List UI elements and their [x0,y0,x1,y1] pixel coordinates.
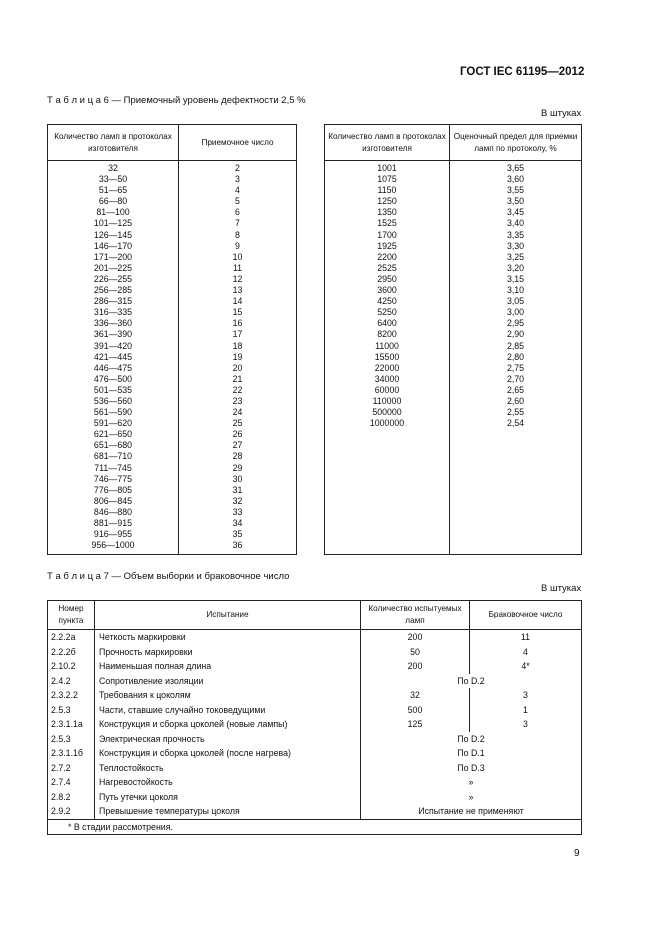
value-cell: 31 [232,484,243,495]
merged-cell: » [361,790,582,805]
value-cell: 10 [232,251,243,262]
quantity-cell: 1525 [325,218,450,229]
quantity-cell [325,507,450,518]
merged-cell: По D.2 [361,674,582,689]
table-row [48,374,297,385]
table-row [325,329,582,340]
quantity-cell: 256—285 [48,285,179,296]
table-row [48,775,582,790]
point-cell: 2.9.2 [48,804,95,819]
quantity-cell: 591—620 [48,418,179,429]
value-cell [450,529,582,540]
reject-cell: 11 [470,630,582,645]
table-row [48,396,297,407]
value-cell [450,540,582,555]
table7-header-quantity: Количество испытуемых ламп [361,601,470,630]
table-row [325,418,582,429]
value-cell: 3,50 [506,196,525,207]
table-row [325,374,582,385]
quantity-cell: 2525 [325,263,450,274]
quantity-cell: 1001 [325,161,450,175]
value-cell: 27 [232,440,243,451]
table-row [325,285,582,296]
quantity-cell: 146—170 [48,241,179,252]
quantity-cell: 3600 [325,285,450,296]
value-cell: 8 [235,229,240,240]
quantity-cell: 126—145 [48,230,179,241]
value-cell: 16 [232,318,243,329]
point-cell: 2.3.1.1а [48,717,95,732]
quantity-cell: 110000 [325,396,450,407]
table6-caption: Т а б л и ц а 6 — Приемочный уровень дефектности 2,5 % [47,95,306,106]
table-row [48,688,582,703]
value-cell [450,518,582,529]
value-cell [450,507,582,518]
table-row [48,645,582,660]
value-cell: 13 [232,285,243,296]
table7-footnote: * В стадии рассмотрения. [48,819,582,834]
value-cell: 3 [235,174,240,185]
table6-right [324,124,582,555]
value-cell: 2,95 [506,318,525,329]
table-row [325,429,582,440]
reject-cell: 3 [470,717,582,732]
quantity-cell: 66—80 [48,196,179,207]
table6-right-header-quantity: Количество ламп в протоколах изготовителя [325,125,450,161]
table-row [325,529,582,540]
table7-header-test: Испытание [95,601,361,630]
quantity-cell: 776—805 [48,485,179,496]
value-cell: 23 [232,395,243,406]
standard-designation: ГОСТ IEC 61195—2012 [460,66,585,78]
table-row [325,241,582,252]
quantity-cell: 1150 [325,185,450,196]
table-row [48,263,297,274]
table-row [325,463,582,474]
table-row [325,196,582,207]
table-row [325,207,582,218]
quantity-cell: 361—390 [48,329,179,340]
quantity-cell: 201—225 [48,263,179,274]
table-row [325,496,582,507]
point-cell: 2.10.2 [48,659,95,674]
quantity-cell: 501—535 [48,385,179,396]
table-row [48,161,297,175]
table7-caption: Т а б л и ц а 7 — Объем выборки и браковочное число [47,571,290,582]
value-cell: 3,00 [506,307,525,318]
value-cell: 30 [232,473,243,484]
table6-left-header-quantity: Количество ламп в протоколах изготовителя [48,125,179,161]
value-cell: 2,70 [506,373,525,384]
table-row [48,285,297,296]
test-cell: Превышение температуры цоколя [95,804,361,819]
table-row [325,407,582,418]
value-cell: 18 [232,340,243,351]
table-row [48,440,297,451]
table-row [48,363,297,374]
table-row [48,659,582,674]
quantity-cell [325,518,450,529]
test-cell: Прочность маркировки [95,645,361,660]
table-row [48,174,297,185]
quantity-cell: 32 [361,688,470,703]
table-row [48,717,582,732]
value-cell [450,440,582,451]
table-row [325,252,582,263]
quantity-cell: 286—315 [48,296,179,307]
merged-cell: По D.2 [361,732,582,747]
table-row [48,230,297,241]
quantity-cell: 1000000 [325,418,450,429]
quantity-cell: 200 [361,630,470,645]
value-cell: 29 [232,462,243,473]
quantity-cell: 5250 [325,307,450,318]
quantity-cell: 806—845 [48,496,179,507]
table-row [325,296,582,307]
value-cell: 2 [235,163,240,173]
point-cell: 2.4.2 [48,674,95,689]
table-row [325,385,582,396]
value-cell: 2,54 [506,418,525,429]
value-cell: 2,75 [506,362,525,373]
merged-cell: » [361,775,582,790]
test-cell: Нагревостойкость [95,775,361,790]
quantity-cell: 500000 [325,407,450,418]
quantity-cell: 4250 [325,296,450,307]
quantity-cell: 6400 [325,318,450,329]
value-cell: 3,20 [506,262,525,273]
quantity-cell: 81—100 [48,207,179,218]
value-cell: 34 [232,518,243,528]
test-cell: Электрическая прочность [95,732,361,747]
table-row [48,341,297,352]
value-cell [450,429,582,440]
value-cell: 3,65 [506,163,525,173]
point-cell: 2.7.2 [48,761,95,776]
quantity-cell: 916—955 [48,529,179,540]
value-cell: 3,60 [506,174,525,185]
quantity-cell [325,496,450,507]
test-cell: Наименьшая полная длина [95,659,361,674]
value-cell: 2,65 [506,384,525,395]
table-row [48,352,297,363]
quantity-cell: 101—125 [48,218,179,229]
table-row [48,761,582,776]
quantity-cell [325,451,450,462]
test-cell: Конструкция и сборка цоколей (новые лампы) [95,717,361,732]
table6-left-header-acceptance: Приемочное число [179,125,297,161]
quantity-cell: 1925 [325,241,450,252]
table7 [47,600,582,835]
merged-cell: По D.3 [361,761,582,776]
table-row [325,218,582,229]
merged-cell: Испытание не применяют [361,804,582,819]
quantity-cell: 226—255 [48,274,179,285]
table-row [48,790,582,805]
table7-header-reject: Браковочное число [470,601,582,630]
value-cell: 32 [232,495,243,506]
value-cell: 3,05 [506,296,525,307]
table-row [48,518,297,529]
reject-cell: 4 [470,645,582,660]
table-row [48,241,297,252]
value-cell: 3,55 [506,185,525,196]
table-row [48,385,297,396]
table-row [48,329,297,340]
quantity-cell: 2950 [325,274,450,285]
table-row [325,318,582,329]
quantity-cell: 171—200 [48,252,179,263]
quantity-cell: 536—560 [48,396,179,407]
table-row [48,804,582,819]
table-row [48,630,582,645]
quantity-cell: 34000 [325,374,450,385]
quantity-cell [325,485,450,496]
table-row [325,451,582,462]
quantity-cell: 51—65 [48,185,179,196]
point-cell: 2.7.4 [48,775,95,790]
value-cell: 35 [232,529,243,540]
value-cell: 25 [232,418,243,429]
quantity-cell: 1700 [325,230,450,241]
quantity-cell [325,440,450,451]
table-row [325,341,582,352]
quantity-cell: 336—360 [48,318,179,329]
value-cell: 20 [232,362,243,373]
quantity-cell: 711—745 [48,463,179,474]
table-row [48,407,297,418]
quantity-cell: 50 [361,645,470,660]
value-cell: 21 [232,373,243,384]
table-row [48,418,297,429]
quantity-cell: 476—500 [48,374,179,385]
table-row [48,540,297,555]
test-cell: Конструкция и сборка цоколей (после нагрева) [95,746,361,761]
point-cell: 2.2.2а [48,630,95,645]
table-row [325,474,582,485]
table6-right-header-limit: Оценочный предел для приемки ламп по протоколу, % [450,125,582,161]
table-row [325,230,582,241]
table7-header-point: Номер пункта [48,601,95,630]
value-cell [450,496,582,507]
quantity-cell: 11000 [325,341,450,352]
quantity-cell: 881—915 [48,518,179,529]
test-cell: Требования к цоколям [95,688,361,703]
quantity-cell: 60000 [325,385,450,396]
value-cell: 36 [232,540,243,551]
table6-units: В штуках [541,108,582,119]
table-row [325,185,582,196]
table-row [48,207,297,218]
table6-left [47,124,297,555]
value-cell: 17 [232,329,243,340]
table-row [48,451,297,462]
table-row [48,296,297,307]
table-row [48,496,297,507]
table-row [325,174,582,185]
table-row [325,440,582,451]
point-cell: 2.3.1.1б [48,746,95,761]
value-cell: 28 [232,451,243,462]
value-cell: 3,45 [506,207,525,218]
table-row [325,161,582,175]
table-row [325,363,582,374]
value-cell: 33 [232,506,243,517]
reject-cell: 1 [470,703,582,718]
page-number: 9 [574,848,580,859]
table-row [325,307,582,318]
table-row [325,507,582,518]
test-cell: Части, ставшие случайно токоведущими [95,703,361,718]
value-cell: 12 [232,273,243,284]
value-cell: 4 [235,185,240,196]
value-cell: 2,85 [506,340,525,351]
value-cell: 11 [232,262,243,273]
table-row [48,318,297,329]
value-cell [450,474,582,485]
reject-cell: 4* [470,659,582,674]
table-row [48,429,297,440]
quantity-cell: 561—590 [48,407,179,418]
quantity-cell [325,463,450,474]
value-cell: 19 [232,351,243,362]
table-row [48,252,297,263]
point-cell: 2.8.2 [48,790,95,805]
quantity-cell: 1350 [325,207,450,218]
value-cell: 24 [232,407,243,418]
quantity-cell: 22000 [325,363,450,374]
test-cell: Путь утечки цоколя [95,790,361,805]
quantity-cell: 8200 [325,329,450,340]
point-cell: 2.2.2б [48,645,95,660]
quantity-cell: 746—775 [48,474,179,485]
table7-units: В штуках [541,583,582,594]
table-row [325,540,582,555]
quantity-cell: 621—650 [48,429,179,440]
value-cell [450,451,582,462]
quantity-cell: 391—420 [48,341,179,352]
table-row [48,218,297,229]
table-row [325,396,582,407]
value-cell: 6 [235,207,240,218]
table-row [325,518,582,529]
value-cell [450,485,582,496]
table-row [325,485,582,496]
test-cell: Сопротивление изоляции [95,674,361,689]
quantity-cell: 681—710 [48,451,179,462]
quantity-cell: 1250 [325,196,450,207]
quantity-cell [325,429,450,440]
value-cell: 9 [235,240,240,251]
value-cell: 22 [232,384,243,395]
quantity-cell: 421—445 [48,352,179,363]
quantity-cell: 2200 [325,252,450,263]
table-row [48,507,297,518]
quantity-cell [325,474,450,485]
value-cell: 3,25 [506,251,525,262]
table-row [48,185,297,196]
table-row [325,263,582,274]
value-cell: 15 [232,307,243,318]
quantity-cell [325,529,450,540]
reject-cell: 3 [470,688,582,703]
quantity-cell: 651—680 [48,440,179,451]
value-cell [450,463,582,474]
value-cell: 2,60 [506,395,525,406]
quantity-cell: 1075 [325,174,450,185]
quantity-cell: 33—50 [48,174,179,185]
value-cell: 5 [235,196,240,207]
value-cell: 3,30 [506,240,525,251]
value-cell: 2,80 [506,351,525,362]
table-row [48,307,297,318]
value-cell: 3,35 [506,229,525,240]
table-row [48,474,297,485]
value-cell: 2,55 [506,407,525,418]
quantity-cell: 846—880 [48,507,179,518]
value-cell: 3,40 [506,218,525,229]
quantity-cell: 956—1000 [48,540,179,555]
value-cell: 7 [235,218,240,229]
quantity-cell: 200 [361,659,470,674]
point-cell: 2.5.3 [48,732,95,747]
table-row [48,732,582,747]
table-row [325,352,582,363]
value-cell: 3,10 [506,285,525,296]
table-row [48,674,582,689]
value-cell: 3,15 [506,273,525,284]
quantity-cell [325,540,450,555]
merged-cell: По D.1 [361,746,582,761]
quantity-cell: 446—475 [48,363,179,374]
quantity-cell: 32 [48,161,179,175]
quantity-cell: 15500 [325,352,450,363]
table-row [48,196,297,207]
point-cell: 2.5.3 [48,703,95,718]
test-cell: Четкость маркировки [95,630,361,645]
value-cell: 14 [232,296,243,307]
table-row [48,703,582,718]
table-row [48,529,297,540]
quantity-cell: 125 [361,717,470,732]
table-row [48,274,297,285]
quantity-cell: 316—335 [48,307,179,318]
table-row [48,485,297,496]
value-cell: 2,90 [506,329,525,340]
table-row [48,463,297,474]
point-cell: 2.3.2.2 [48,688,95,703]
value-cell: 26 [232,429,243,440]
test-cell: Теплостойкость [95,761,361,776]
quantity-cell: 500 [361,703,470,718]
table-row [48,746,582,761]
table-row [325,274,582,285]
